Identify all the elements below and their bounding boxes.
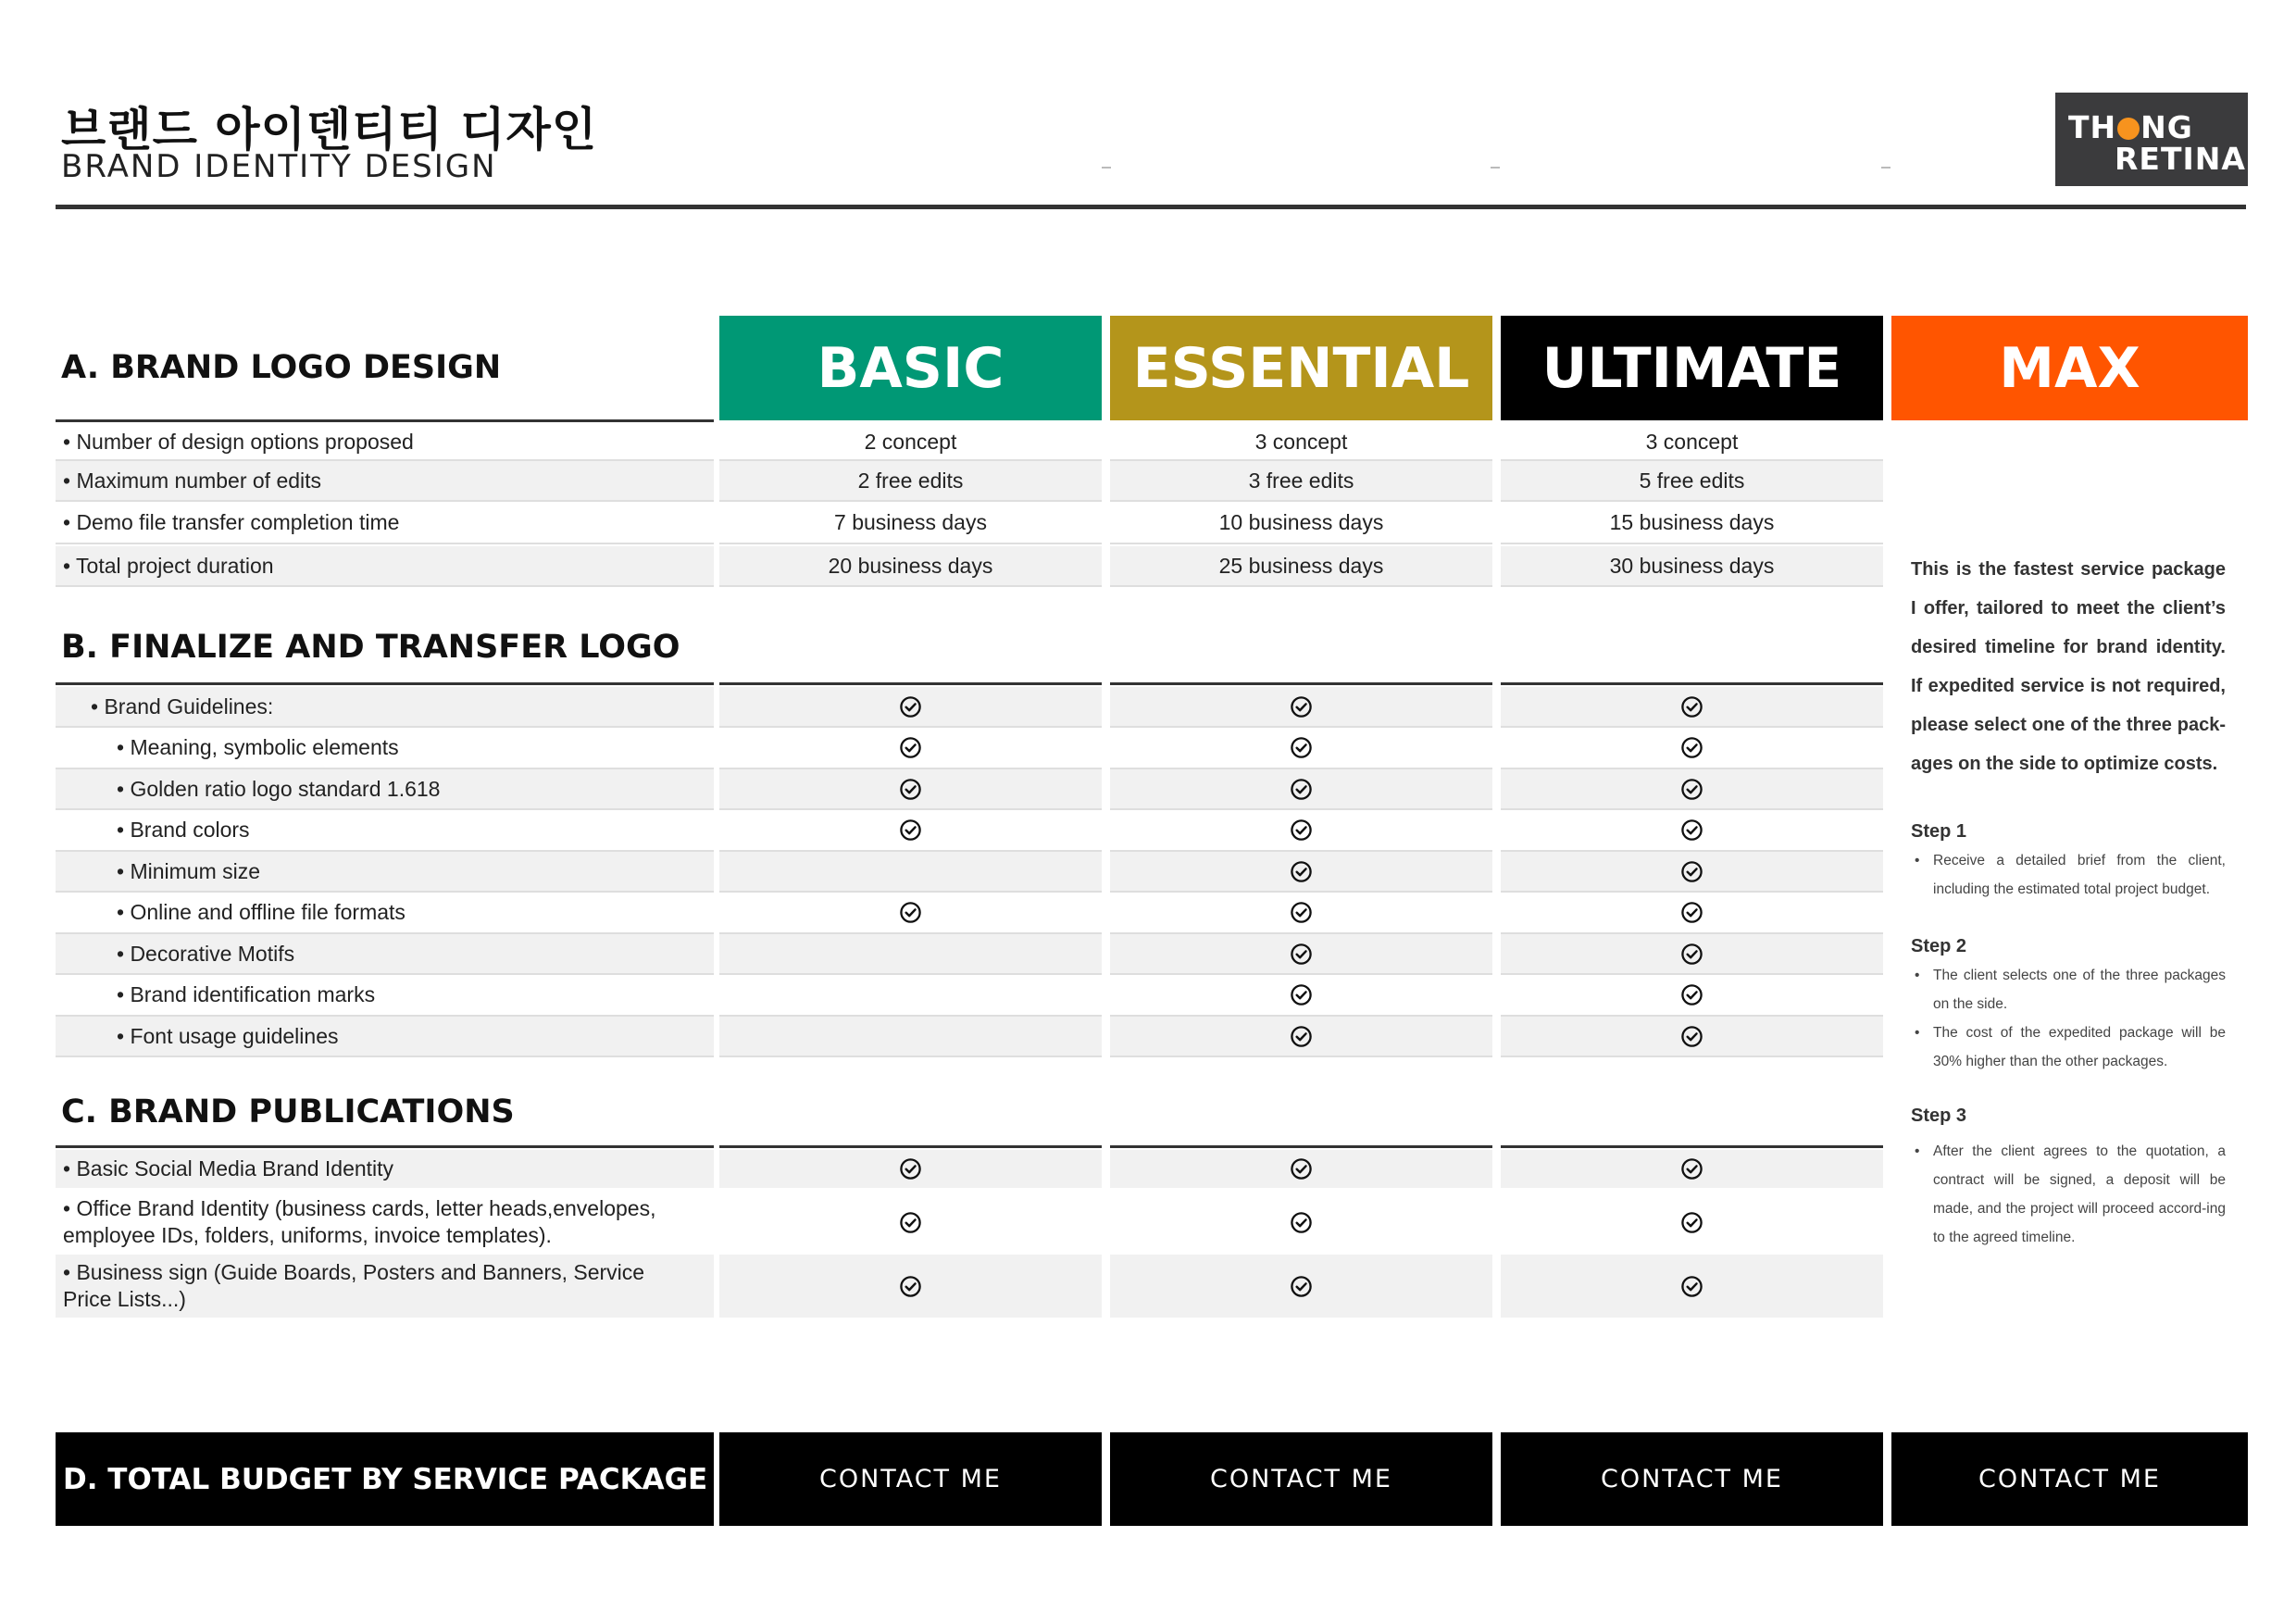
table-cell [719, 811, 1102, 850]
contact-button-basic[interactable]: CONTACT ME [719, 1432, 1102, 1526]
check-circle-icon [1680, 1157, 1703, 1181]
table-cell [719, 893, 1102, 932]
table-cell-value: 2 free edits [719, 461, 1102, 500]
check-circle-icon [899, 1275, 922, 1298]
package-header-essential: ESSENTIAL [1110, 316, 1492, 420]
row-label: • Brand Guidelines: [56, 687, 714, 726]
list-item: • The client selects one of the three packages on the side. [1911, 961, 2226, 1018]
check-circle-icon [1680, 860, 1703, 883]
table-cell [1501, 729, 1883, 768]
check-circle-icon [899, 1211, 922, 1234]
contact-button-essential[interactable]: CONTACT ME [1110, 1432, 1492, 1526]
row-divider [1501, 543, 1883, 544]
divider-tick [1491, 167, 1500, 169]
row-label: • Number of design options proposed [63, 429, 414, 454]
table-cell [1501, 852, 1883, 891]
table-cell [1501, 934, 1883, 973]
check-circle-icon [1290, 901, 1313, 924]
row-label: • Office Brand Identity (business cards, letter heads,envelopes, employee IDs, folders, uniforms, invoice templates). [63, 1196, 656, 1247]
row-label: • Maximum number of edits [56, 461, 714, 500]
check-circle-icon [1680, 1211, 1703, 1234]
step-3-title: Step 3 [1911, 1106, 1967, 1126]
page-title-korean: 브랜드 아이덴티티 디자인 [61, 103, 598, 156]
table-cell [719, 934, 1102, 973]
table-cell [719, 687, 1102, 726]
step-1-title: Step 1 [1911, 821, 1967, 842]
check-circle-icon [899, 1157, 922, 1181]
table-cell-value: 3 concept [1254, 429, 1348, 454]
row-label: • Decorative Motifs [56, 934, 714, 973]
table-cell [719, 1255, 1102, 1318]
row-divider [1110, 543, 1492, 544]
table-cell [1110, 1150, 1492, 1188]
check-circle-icon [1680, 943, 1703, 966]
check-circle-icon [1290, 983, 1313, 1006]
check-circle-icon [899, 695, 922, 718]
row-divider [1110, 585, 1492, 587]
check-circle-icon [899, 736, 922, 759]
check-circle-icon [1290, 1025, 1313, 1048]
divider-tick [1102, 167, 1111, 169]
section-divider [1110, 682, 1492, 685]
check-circle-icon [1680, 983, 1703, 1006]
budget-title: D. TOTAL BUDGET BY SERVICE PACKAGE [56, 1432, 714, 1526]
package-header-basic: BASIC [719, 316, 1102, 420]
step-3-list [1911, 1137, 2226, 1252]
table-cell [719, 729, 1102, 768]
row-label: • Golden ratio logo standard 1.618 [56, 769, 714, 808]
logo-text: NG [2140, 109, 2193, 145]
list-item: • The cost of the expedited package will be 30% higher than the other packages. [1911, 1018, 2226, 1076]
row-divider [719, 543, 1102, 544]
check-circle-icon [1680, 1275, 1703, 1298]
row-divider [719, 1056, 1102, 1057]
table-cell-value: 25 business days [1110, 546, 1492, 585]
table-cell [1110, 729, 1492, 768]
table-cell [719, 1150, 1102, 1188]
check-circle-icon [1290, 778, 1313, 801]
table-cell [1110, 811, 1492, 850]
step-2-list [1911, 961, 2226, 1076]
table-cell [1501, 687, 1883, 726]
table-cell [1110, 687, 1492, 726]
table-cell [719, 976, 1102, 1015]
section-divider [1110, 1145, 1492, 1148]
check-circle-icon [1680, 818, 1703, 842]
contact-button-max[interactable]: CONTACT ME [1891, 1432, 2248, 1526]
table-cell [719, 852, 1102, 891]
section-divider [56, 682, 714, 685]
table-cell [1110, 976, 1492, 1015]
table-cell [1110, 1255, 1492, 1318]
table-cell [1501, 811, 1883, 850]
table-cell-value: 2 concept [864, 429, 957, 454]
table-cell [1501, 769, 1883, 808]
table-cell [1501, 976, 1883, 1015]
section-divider [1501, 682, 1883, 685]
section-divider [719, 1145, 1102, 1148]
section-divider [56, 419, 714, 422]
list-item: • Receive a detailed brief from the client, including the estimated total project budget. [1911, 846, 2226, 904]
row-label: • Total project duration [56, 546, 714, 585]
section-c-title: C. BRAND PUBLICATIONS [61, 1093, 515, 1131]
check-circle-icon [1290, 943, 1313, 966]
row-label: • Font usage guidelines [56, 1017, 714, 1056]
step-1-list [1911, 846, 2226, 904]
table-cell-value: 20 business days [719, 546, 1102, 585]
max-package-description: This is the fastest service package I offer, tailored to meet the client’s desired timeline for brand identity. If expedited service is not required, please select one of the three pack-ages on the side to optimize costs. [1911, 559, 2226, 774]
check-circle-icon [1290, 1275, 1313, 1298]
row-label: • Brand colors [117, 818, 250, 842]
table-cell-value: 3 concept [1645, 429, 1739, 454]
table-cell [719, 1017, 1102, 1056]
row-label: • Demo file transfer completion time [63, 509, 400, 534]
table-cell [1110, 1192, 1492, 1253]
check-circle-icon [1290, 1157, 1313, 1181]
table-cell-value: 10 business days [1218, 509, 1384, 534]
row-divider [1501, 585, 1883, 587]
row-label: • Meaning, symbolic elements [117, 735, 399, 759]
table-cell-value: 3 free edits [1110, 461, 1492, 500]
section-divider [56, 1145, 714, 1148]
table-cell-value: 5 free edits [1501, 461, 1883, 500]
table-cell [1501, 893, 1883, 932]
logo-text: TH [2068, 109, 2117, 145]
logo-text: RETINA [2115, 141, 2246, 177]
row-label: • Business sign (Guide Boards, Posters and Banners, Service Price Lists...) [56, 1255, 714, 1318]
logo-dot-icon [2117, 118, 2140, 140]
table-cell [1501, 1192, 1883, 1253]
table-cell [719, 769, 1102, 808]
table-cell [1501, 1150, 1883, 1188]
section-a-title: A. BRAND LOGO DESIGN [61, 349, 502, 386]
row-divider [1501, 1056, 1883, 1057]
step-2-title: Step 2 [1911, 936, 1967, 956]
check-circle-icon [1290, 1211, 1313, 1234]
check-circle-icon [1290, 860, 1313, 883]
page-title: BRAND IDENTITY DESIGN [61, 148, 497, 185]
table-cell [1501, 1255, 1883, 1318]
list-item: • After the client agrees to the quotation, a contract will be signed, a deposit will be made, and the project will proceed accord-ing to the agreed timeline. [1911, 1137, 2226, 1252]
check-circle-icon [1290, 736, 1313, 759]
contact-button-ultimate[interactable]: CONTACT ME [1501, 1432, 1883, 1526]
table-cell [1110, 769, 1492, 808]
row-divider [1110, 1056, 1492, 1057]
table-cell [719, 1192, 1102, 1253]
table-cell-value: 7 business days [834, 509, 987, 534]
table-cell [1110, 934, 1492, 973]
table-cell [1110, 852, 1492, 891]
check-circle-icon [899, 778, 922, 801]
row-label: • Online and offline file formats [117, 900, 406, 924]
row-label: • Minimum size [56, 852, 714, 891]
check-circle-icon [1680, 1025, 1703, 1048]
check-circle-icon [1680, 901, 1703, 924]
check-circle-icon [1680, 778, 1703, 801]
table-cell [1110, 893, 1492, 932]
header-divider [56, 205, 2246, 209]
check-circle-icon [1680, 736, 1703, 759]
check-circle-icon [1290, 818, 1313, 842]
section-divider [1501, 1145, 1883, 1148]
table-cell [1501, 1017, 1883, 1056]
check-circle-icon [1680, 695, 1703, 718]
check-circle-icon [1290, 695, 1313, 718]
row-label: • Brand identification marks [117, 982, 376, 1006]
row-divider [56, 585, 714, 587]
row-divider [719, 585, 1102, 587]
section-divider [719, 682, 1102, 685]
row-divider [56, 543, 714, 544]
row-divider [56, 1056, 714, 1057]
check-circle-icon [899, 901, 922, 924]
table-cell-value: 15 business days [1609, 509, 1775, 534]
brand-logo [2055, 93, 2248, 186]
section-b-title: B. FINALIZE AND TRANSFER LOGO [61, 629, 680, 666]
check-circle-icon [899, 818, 922, 842]
divider-tick [1881, 167, 1890, 169]
package-header-ultimate: ULTIMATE [1501, 316, 1883, 420]
table-cell [1110, 1017, 1492, 1056]
row-label: • Basic Social Media Brand Identity [56, 1150, 714, 1188]
package-header-max: MAX [1891, 316, 2248, 420]
table-cell-value: 30 business days [1501, 546, 1883, 585]
